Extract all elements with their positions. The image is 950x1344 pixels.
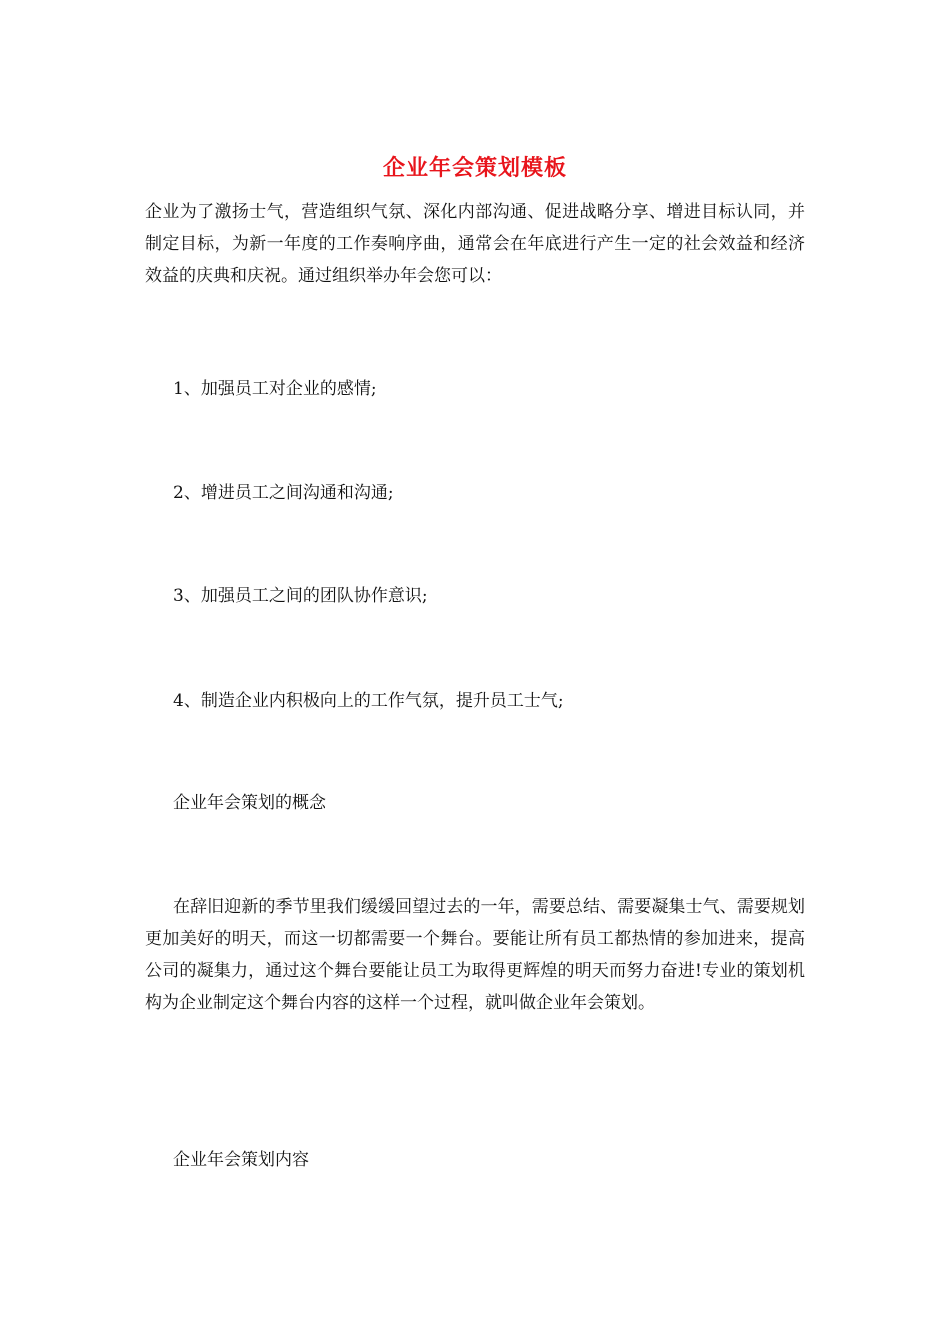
concept-paragraph: 在辞旧迎新的季节里我们缓缓回望过去的一年，需要总结、需要凝集士气、需要规划更加美好的明天，而这一切都需要一个舞台。要能让所有员工都热情的参加进来，提高公司的凝集力，通过这个舞台要能让员工为取得更辉煌的明天而努力奋进!专业的策划机构为企业制定这个舞台内容的这样一个过程，就叫做企业年会策划。 — [145, 897, 805, 1013]
document-title: 企业年会策划模板 — [382, 155, 567, 181]
section-heading-concept: 企业年会策划的概念 — [173, 793, 326, 813]
section-heading-content: 企业年会策划内容 — [173, 1150, 309, 1170]
list-item-1: 1、加强员工对企业的感情; — [173, 379, 377, 399]
list-item-3: 3、加强员工之间的团队协作意识; — [173, 586, 428, 606]
intro-paragraph: 企业为了激扬士气，营造组织气氛、深化内部沟通、促进战略分享、增进目标认同，并制定目标，为新一年度的工作奏响序曲，通常会在年底进行产生一定的社会效益和经济效益的庆典和庆祝。通过组织举办年会您可以： — [145, 202, 805, 286]
list-item-4: 4、制造企业内积极向上的工作气氛，提升员工士气; — [173, 691, 564, 711]
list-item-2: 2、增进员工之间沟通和沟通; — [173, 483, 394, 503]
